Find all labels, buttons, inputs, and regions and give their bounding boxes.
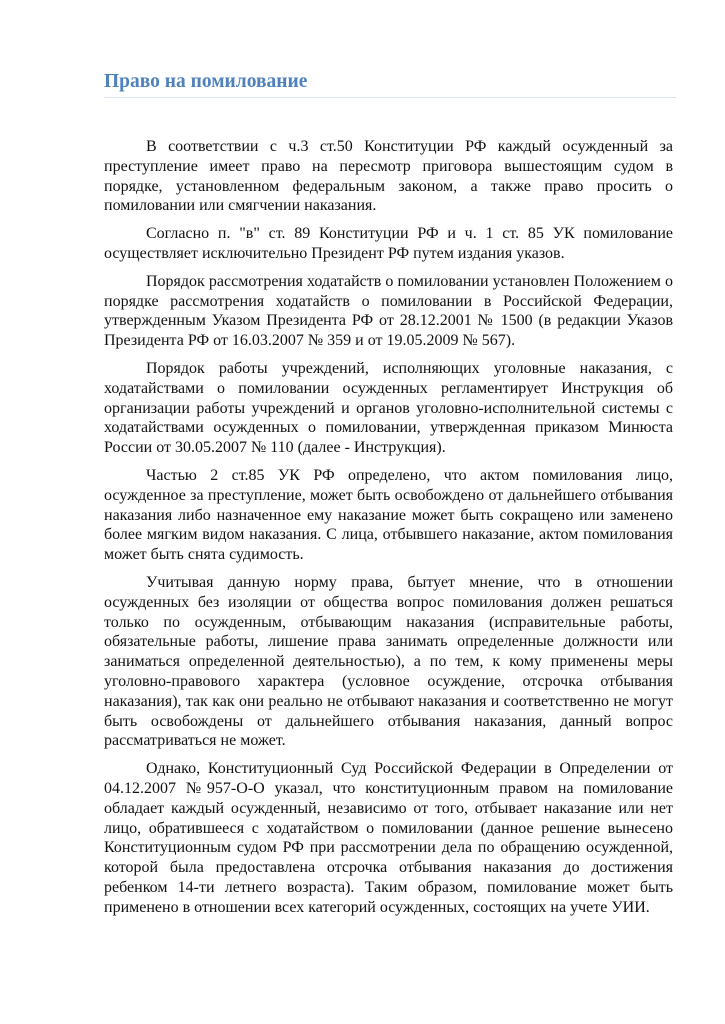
paragraph-4: Порядок работы учреждений, исполняющих уголовные наказания, с ходатайствами о помиловании осужденных регламентирует Инструкция об организации работы учреждений и органов уголовно-исполнительной системы с ходатайствами осужденных о помиловании, утвержденная приказом Минюста России от 30.05.2007 № 110 (далее - Инструкция). bbox=[104, 359, 673, 457]
document-body bbox=[104, 137, 673, 925]
paragraph-1: В соответствии с ч.3 ст.50 Конституции РФ каждый осужденный за преступление имеет право на пересмотр приговора вышестоящим судом в порядке, установленном федеральным законом, а также право просить о помиловании или смягчении наказания. bbox=[104, 138, 673, 215]
paragraph-3: Порядок рассмотрения ходатайств о помиловании установлен Положением о порядке рассмотрения ходатайств о помиловании в Российской Федерации, утвержденным Указом Президента РФ от 28.12.2001 № 1500 (в редакции Указов Президента РФ от 16.03.2007 № 359 и от 19.05.2009 № 567). bbox=[104, 272, 673, 350]
paragraph-5: Частью 2 ст.85 УК РФ определено, что актом помилования лицо, осужденное за преступление, может быть освобождено от дальнейшего отбывания наказания либо назначенное ему наказание может быть сокращено или заменено более мягким видом наказания. С лица, отбывшего наказание, актом помилования может быть снята судимость. bbox=[104, 466, 673, 564]
page-title: Право на помилование bbox=[104, 70, 676, 98]
paragraph-2: Согласно п. "в" ст. 89 Конституции РФ и ч. 1 ст. 85 УК помилование осуществляет исключительно Президент РФ путем издания указов. bbox=[104, 225, 673, 262]
paragraph-6: Учитывая данную норму права, бытует мнение, что в отношении осужденных без изоляции от общества вопрос помилования должен решаться только по осужденным, отбывающим наказания (исправительные работы, обязательные работы, лишение права занимать определенные должности или заниматься определенной деятельностью), а по тем, к кому применены меры уголовно-правового характера (условное осуждение, отсрочка отбывания наказания), так как они реально не отбывают наказания и соответственно не могут быть освобождены от дальнейшего отбывания наказания, данный вопрос рассматриваться не может. bbox=[104, 573, 673, 750]
paragraph-7: Однако, Конституционный Суд Российской Федерации в Определении от 04.12.2007 №957-О-О указал, что конституционным правом на помилование обладает каждый осужденный, независимо от того, отбывает наказание или нет лицо, обратившееся с ходатайством о помиловании (данное решение вынесено Конституционным судом РФ при рассмотрении дела по обращению осужденной, которой была предоставлена отсрочка отбывания наказания до достижения ребенком 14-ти летнего возраста). Таким образом, помилование может быть применено в отношении всех категорий осужденных, состоящих на учете УИИ. bbox=[104, 760, 673, 916]
